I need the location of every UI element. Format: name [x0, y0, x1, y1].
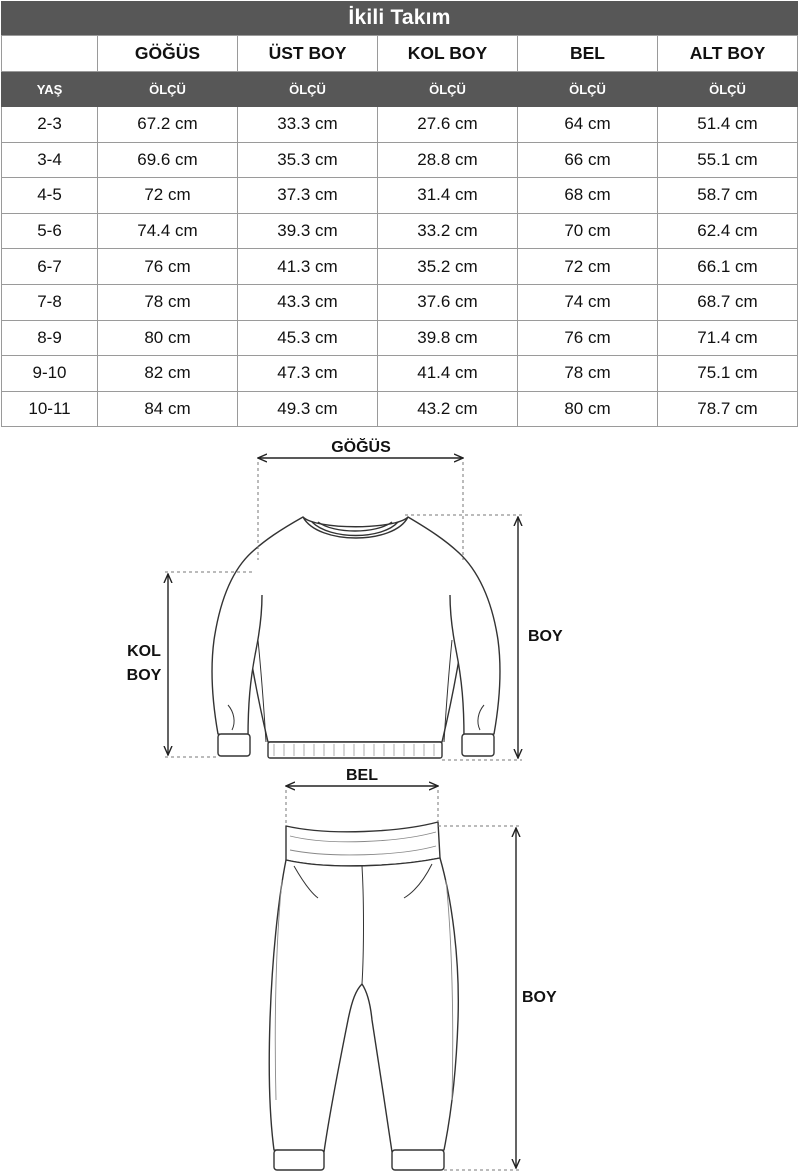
sleeve-label-line1: KOL: [127, 643, 161, 660]
column-header: GÖĞÜS: [98, 36, 238, 72]
measurement-cell: 75.1 cm: [658, 356, 798, 392]
measurement-cell: 35.3 cm: [238, 142, 378, 178]
measurement-cell: 82 cm: [98, 356, 238, 392]
column-header: ÜST BOY: [238, 36, 378, 72]
subheader-row: [2, 72, 798, 107]
measurement-cell: 74.4 cm: [98, 213, 238, 249]
measurement-cell: 39.3 cm: [238, 213, 378, 249]
subheader-cell: ÖLÇÜ: [238, 72, 378, 107]
age-cell: 5-6: [2, 213, 98, 249]
column-header: KOL BOY: [378, 36, 518, 72]
age-cell: 4-5: [2, 178, 98, 214]
table-row: [2, 284, 798, 320]
age-cell: 2-3: [2, 107, 98, 143]
table-row: [2, 356, 798, 392]
measurement-cell: 35.2 cm: [378, 249, 518, 285]
measurement-cell: 70 cm: [518, 213, 658, 249]
subheader-cell: ÖLÇÜ: [378, 72, 518, 107]
table-row: [2, 249, 798, 285]
measurement-cell: 66 cm: [518, 142, 658, 178]
subheader-cell: ÖLÇÜ: [98, 72, 238, 107]
sleeve-label-line2: BOY: [126, 667, 162, 684]
measurement-cell: 76 cm: [98, 249, 238, 285]
measurement-cell: 41.3 cm: [238, 249, 378, 285]
age-cell: 7-8: [2, 284, 98, 320]
table-title: İkili Takım: [1, 1, 798, 35]
table-row: [2, 142, 798, 178]
measurement-cell: 27.6 cm: [378, 107, 518, 143]
measurement-cell: 74 cm: [518, 284, 658, 320]
measurement-cell: 78 cm: [518, 356, 658, 392]
table-row: [2, 178, 798, 214]
measurement-cell: 55.1 cm: [658, 142, 798, 178]
measurement-cell: 31.4 cm: [378, 178, 518, 214]
garment-diagram: [0, 430, 800, 1175]
bottom-length-label: BOY: [522, 989, 557, 1006]
measurement-cell: 84 cm: [98, 391, 238, 427]
top-length-label: BOY: [528, 628, 563, 645]
age-cell: 8-9: [2, 320, 98, 356]
measurement-cell: 72 cm: [98, 178, 238, 214]
measurement-cell: 66.1 cm: [658, 249, 798, 285]
age-cell: 6-7: [2, 249, 98, 285]
measurement-cell: 69.6 cm: [98, 142, 238, 178]
measurement-cell: 71.4 cm: [658, 320, 798, 356]
measurement-cell: 62.4 cm: [658, 213, 798, 249]
measurement-cell: 68.7 cm: [658, 284, 798, 320]
measurement-cell: 47.3 cm: [238, 356, 378, 392]
measurement-cell: 72 cm: [518, 249, 658, 285]
measurement-cell: 80 cm: [98, 320, 238, 356]
measurement-cell: 41.4 cm: [378, 356, 518, 392]
measurement-cell: 78.7 cm: [658, 391, 798, 427]
measurement-cell: 49.3 cm: [238, 391, 378, 427]
table-row: [2, 213, 798, 249]
measurement-cell: 76 cm: [518, 320, 658, 356]
subheader-cell: ÖLÇÜ: [658, 72, 798, 107]
measurement-cell: 68 cm: [518, 178, 658, 214]
pants-drawing: [269, 822, 458, 1170]
measurement-cell: 37.6 cm: [378, 284, 518, 320]
age-cell: 9-10: [2, 356, 98, 392]
column-header-row: [2, 36, 798, 72]
table-row: [2, 391, 798, 427]
measurement-cell: 78 cm: [98, 284, 238, 320]
measurement-cell: 67.2 cm: [98, 107, 238, 143]
measurement-cell: 39.8 cm: [378, 320, 518, 356]
measurement-cell: 45.3 cm: [238, 320, 378, 356]
chest-label: GÖĞÜS: [331, 439, 391, 456]
measurement-cell: 37.3 cm: [238, 178, 378, 214]
column-header: ALT BOY: [658, 36, 798, 72]
measurement-cell: 51.4 cm: [658, 107, 798, 143]
measurement-cell: 80 cm: [518, 391, 658, 427]
age-cell: 10-11: [2, 391, 98, 427]
sweatshirt-drawing: [212, 517, 500, 758]
measurement-cell: 28.8 cm: [378, 142, 518, 178]
age-cell: 3-4: [2, 142, 98, 178]
measurement-cell: 43.2 cm: [378, 391, 518, 427]
subheader-cell: YAŞ: [2, 72, 98, 107]
measurement-cell: 64 cm: [518, 107, 658, 143]
waist-label: BEL: [346, 767, 378, 784]
measurement-cell: 43.3 cm: [238, 284, 378, 320]
measurement-cell: 33.2 cm: [378, 213, 518, 249]
measurement-cell: 58.7 cm: [658, 178, 798, 214]
measurement-cell: 33.3 cm: [238, 107, 378, 143]
size-table: [1, 35, 798, 427]
table-row: [2, 107, 798, 143]
column-header: [2, 36, 98, 72]
table-row: [2, 320, 798, 356]
column-header: BEL: [518, 36, 658, 72]
subheader-cell: ÖLÇÜ: [518, 72, 658, 107]
